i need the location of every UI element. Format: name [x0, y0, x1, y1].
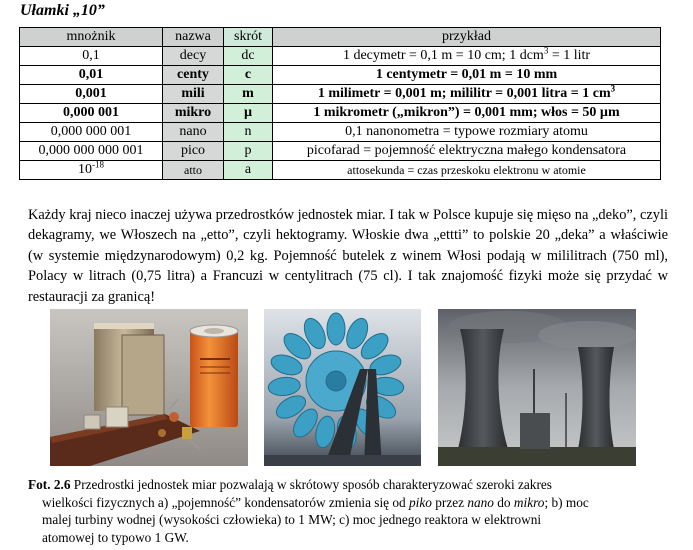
- header-abbr: skrót: [224, 28, 273, 47]
- cell-multiplier: 0,001: [20, 85, 163, 104]
- section-title: Ułamki „10”: [20, 2, 105, 19]
- multiplier-exponent: -18: [92, 159, 104, 170]
- caption-text: przez: [431, 494, 468, 510]
- cell-abbr: n: [224, 123, 273, 142]
- example-text: 1 centymetr = 0,01 m = 10 mm: [375, 67, 558, 82]
- cell-multiplier: 0,1: [20, 47, 163, 66]
- cell-name: decy: [163, 47, 224, 66]
- cell-name: mili: [163, 85, 224, 104]
- cell-example: [273, 123, 661, 142]
- caption-label: Fot. 2.6: [28, 477, 71, 492]
- table-row: [20, 123, 661, 142]
- cell-name: nano: [163, 123, 224, 142]
- caption-text: ; b) moc: [544, 494, 589, 510]
- cell-example: [273, 85, 661, 104]
- cell-abbr: a: [224, 161, 273, 180]
- cell-example: [273, 161, 661, 180]
- cell-abbr: c: [224, 66, 273, 85]
- table-header-row: [20, 28, 661, 47]
- cell-multiplier: [20, 161, 163, 180]
- example-text-end: = 1 litr: [548, 48, 591, 63]
- cooling-towers-photo: [438, 309, 636, 466]
- cell-multiplier: 0,000 001: [20, 104, 163, 123]
- cell-abbr: dc: [224, 47, 273, 66]
- example-text: 1 mikrometr („mikron”) = 0,001 mm; włos = 50 µm: [313, 105, 620, 120]
- table-row: [20, 85, 661, 104]
- caption-text: Przedrostki jednostek miar pozwalają w skrótowy sposób charakteryzować szeroki zakres: [70, 477, 552, 492]
- caption-line: [28, 494, 668, 512]
- cell-example: [273, 47, 661, 66]
- cell-name: centy: [163, 66, 224, 85]
- table-row: [20, 161, 661, 180]
- caption-text: do: [493, 494, 514, 510]
- header-name: nazwa: [163, 28, 224, 47]
- caption-italic: piko: [409, 494, 432, 510]
- cell-name: mikro: [163, 104, 224, 123]
- example-text: attosekunda = czas przeskoku elektronu w atomie: [347, 163, 586, 177]
- cell-multiplier: 0,01: [20, 66, 163, 85]
- body-paragraph: Każdy kraj nieco inaczej używa przedrostków jednostek miar. I tak w Polsce kupuje się mięso na „deko”, czyli dekagramy, we Włoszech na „etto”, czyli hektogramy. Włoskie dwa „ettti” to polskie 20 „deka” a właściwie (w systemie międzynarodowym) 0,2 kg. Pojemność butelek z winem Włosi podają w mililitrach (750 ml), Polacy w litrach (0,75 litra) a Francuzi w centylitrach (75 cl). I tak znajomość fizyki może się przydać w restauracji za granicą!: [28, 207, 668, 305]
- example-sup: 3: [610, 83, 616, 94]
- cell-multiplier: 0,000 000 001: [20, 123, 163, 142]
- example-text: picofarad = pojemność elektryczna małego kondensatora: [306, 143, 627, 158]
- cell-abbr: m: [224, 85, 273, 104]
- cell-abbr: µ: [224, 104, 273, 123]
- table-row: [20, 104, 661, 123]
- cell-multiplier: 0,000 000 000 001: [20, 142, 163, 161]
- cell-abbr: p: [224, 142, 273, 161]
- water-turbine-photo: [264, 309, 421, 466]
- table-row: [20, 66, 661, 85]
- caption-line: malej turbiny wodnej (wysokości człowieka) to 1 MW; c) moc jednego reaktora w elektrowni: [42, 512, 542, 527]
- table-row: [20, 142, 661, 161]
- capacitors-photo: [50, 309, 248, 466]
- example-text: 1 decymetr = 0,1 m = 10 cm; 1 dcm: [342, 48, 544, 63]
- multiplier-base: 10: [78, 162, 92, 177]
- caption-line: atomowej to typowo 1 GW.: [42, 529, 189, 545]
- header-example: przykład: [273, 28, 661, 47]
- cell-name: atto: [163, 161, 224, 180]
- caption-text: wielkości fizycznych a) „pojemność” kondensatorów zmienia się od: [42, 494, 410, 510]
- cell-name: pico: [163, 142, 224, 161]
- table-row: [20, 47, 661, 66]
- prefix-table: [19, 27, 661, 180]
- cell-example: [273, 66, 661, 85]
- example-text: 1 milimetr = 0,001 m; mililitr = 0,001 litra = 1 cm: [317, 86, 611, 101]
- caption-italic: mikro: [513, 494, 545, 510]
- header-multiplier: mnożnik: [20, 28, 163, 47]
- caption-italic: nano: [467, 494, 494, 510]
- example-text: 0,1 nanonometra = typowe rozmiary atomu: [345, 124, 588, 139]
- example-sup: 3: [543, 45, 549, 56]
- cell-example: [273, 104, 661, 123]
- photo-caption: [28, 476, 668, 546]
- cell-example: [273, 142, 661, 161]
